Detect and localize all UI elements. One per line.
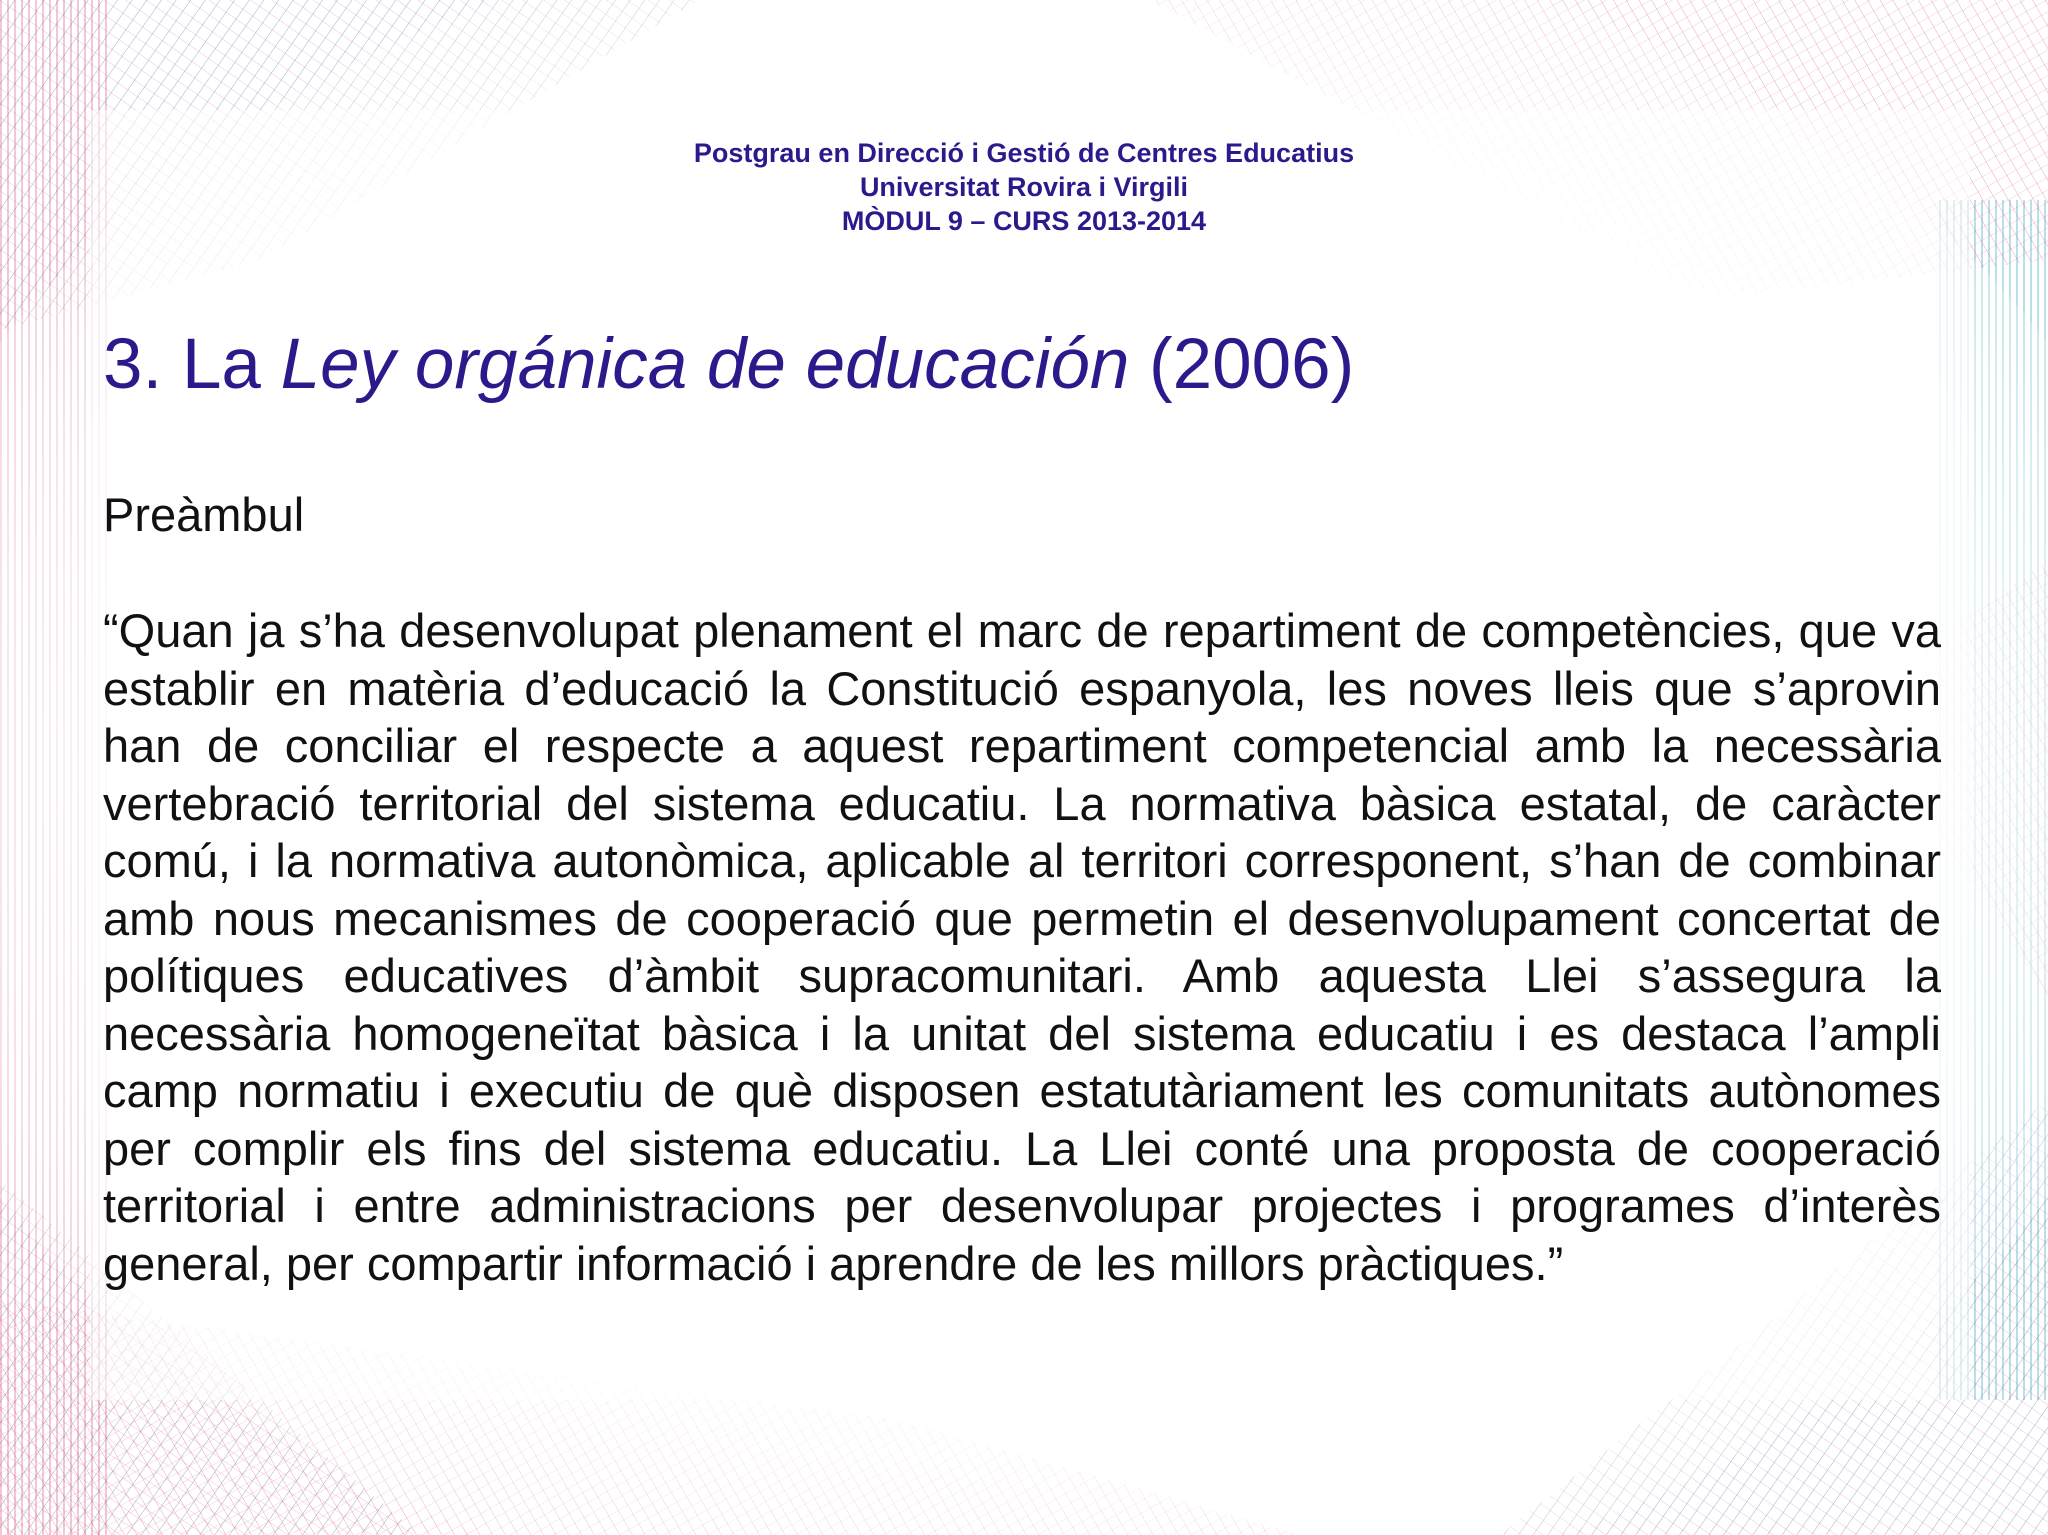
title-law-name: Ley orgánica de educación (280, 325, 1130, 404)
course-header (0, 136, 2048, 238)
title-year: (2006) (1129, 325, 1355, 404)
title-prefix: 3. La (103, 325, 281, 404)
header-university: Universitat Rovira i Virgili (859, 172, 1189, 202)
section-heading: Preàmbul (103, 488, 305, 541)
slide-title (103, 320, 1354, 410)
preamble-quote: “Quan ja s’ha desenvolupat plenament el marc de repartiment de competències, que va establir en matèria d’educació la Constitució espanyola, les noves lleis que s’aprovin han de conciliar el respecte a aquest repartiment competencial amb la necessària vertebració territorial del sistema educatiu. La normativa bàsica estatal, de caràcter comú, i la normativa autonòmica, aplicable al territori corresponent, s’han de combinar amb nous mecanismes de cooperació que permetin el desenvolupament concertat de polítiques educatives d’àmbit supracomunitari. Amb aquesta Llei s’assegura la necessària homogeneïtat bàsica i la unitat del sistema educatiu i es destaca l’ampli camp normatiu i executiu de què disposen estatutàriament les comunitats autònomes per complir els fins del sistema educatiu. La Llei conté una proposta de cooperació territorial i entre administracions per desenvolupar projectes i programes d’interès general, per compartir informació i aprendre de les millors pràctiques.” (103, 604, 1941, 1290)
header-program: Postgrau en Direcció i Gestió de Centres Educatius (693, 138, 1355, 168)
header-module: MÒDUL 9 – CURS 2013-2014 (841, 206, 1207, 236)
